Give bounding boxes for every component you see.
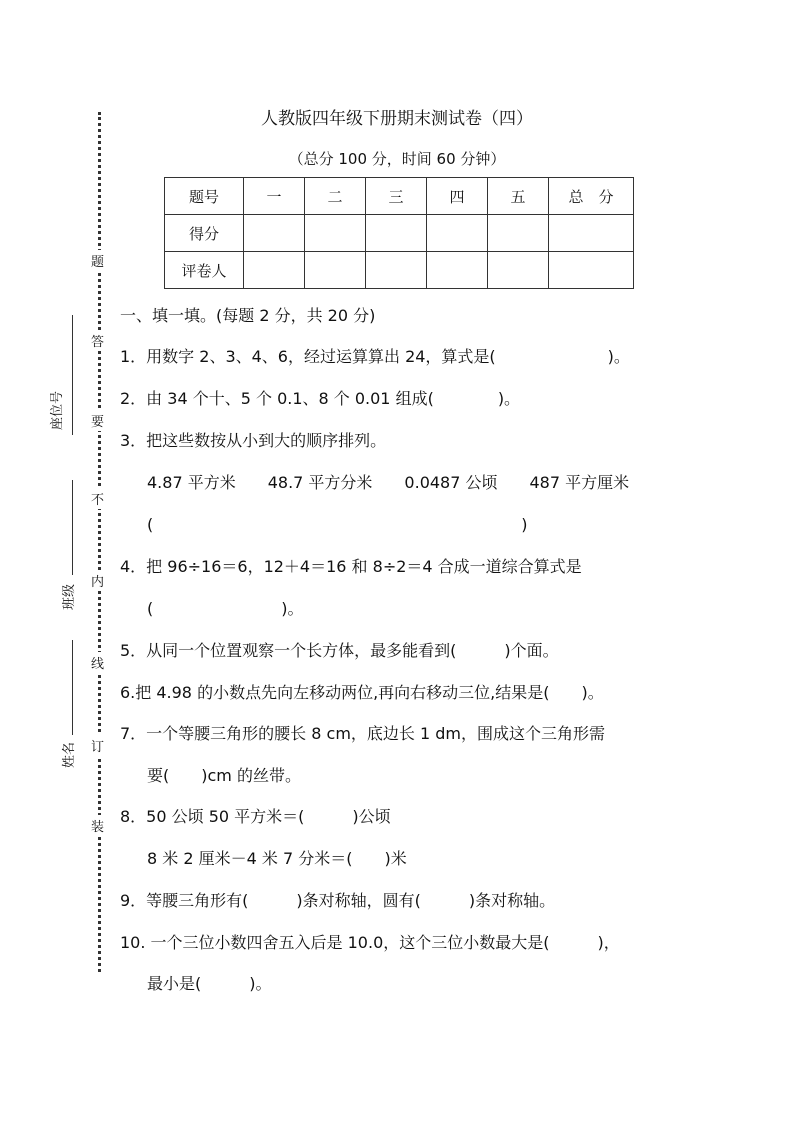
grader-cell[interactable] <box>427 252 488 289</box>
page-title: 人教版四年级下册期末测试卷（四） <box>261 109 533 129</box>
score-cell[interactable] <box>366 215 427 252</box>
question-6: 6.把 4.98 的小数点先向左移动两位,再向右移动三位,结果是( )。 <box>120 683 604 702</box>
question-3: 3．把这些数按从小到大的顺序排列。 <box>120 431 387 450</box>
name-line <box>72 640 73 735</box>
score-table <box>164 177 634 289</box>
column-header: 三 <box>366 178 427 215</box>
table-row <box>165 215 634 252</box>
score-cell[interactable] <box>488 215 549 252</box>
column-header: 一 <box>244 178 305 215</box>
binding-dotted-line <box>98 112 101 972</box>
table-row <box>165 178 634 215</box>
binding-char: 要 <box>91 410 104 431</box>
binding-char: 线 <box>91 652 104 673</box>
section-heading: 一、填一填。(每题 2 分，共 20 分) <box>120 306 376 325</box>
binding-char: 答 <box>91 330 104 351</box>
class-label: 班级 <box>62 583 77 610</box>
row-header: 评卷人 <box>165 252 244 289</box>
score-cell[interactable] <box>549 215 634 252</box>
question-8-cont: 8 米 2 厘米－4 米 7 分米＝( )米 <box>147 849 407 868</box>
question-3-items: 4.87 平方米 48.7 平方分米 0.0487 公顷 487 平方厘米 <box>147 473 630 492</box>
column-header: 二 <box>305 178 366 215</box>
score-cell[interactable] <box>305 215 366 252</box>
seat-number-line <box>72 315 73 435</box>
column-header: 五 <box>488 178 549 215</box>
question-7: 7．一个等腰三角形的腰长 8 cm，底边长 1 dm，围成这个三角形需 <box>120 724 606 743</box>
question-10-cont: 最小是( )。 <box>147 974 272 993</box>
grader-cell[interactable] <box>549 252 634 289</box>
binding-char: 不 <box>91 488 104 509</box>
row-header: 得分 <box>165 215 244 252</box>
table-row <box>165 252 634 289</box>
question-4-answer: ( )。 <box>147 599 304 618</box>
binding-char: 内 <box>91 570 104 591</box>
question-7-cont: 要( )cm 的丝带。 <box>147 766 301 785</box>
question-8: 8．50 公顷 50 平方米＝( )公顷 <box>120 807 391 826</box>
binding-char: 装 <box>91 815 104 836</box>
score-cell[interactable] <box>427 215 488 252</box>
question-9: 9．等腰三角形有( )条对称轴，圆有( )条对称轴。 <box>120 891 556 910</box>
row-header: 题号 <box>165 178 244 215</box>
question-1: 1．用数字 2、3、4、6，经过运算算出 24，算式是( )。 <box>120 347 630 366</box>
score-cell[interactable] <box>244 215 305 252</box>
question-5: 5．从同一个位置观察一个长方体，最多能看到( )个面。 <box>120 641 559 660</box>
column-header: 四 <box>427 178 488 215</box>
seat-number-label: 座位号 <box>50 390 65 430</box>
grader-cell[interactable] <box>366 252 427 289</box>
question-2: 2．由 34 个十、5 个 0.1、8 个 0.01 组成( )。 <box>120 389 521 408</box>
binding-char: 题 <box>91 250 104 271</box>
grader-cell[interactable] <box>244 252 305 289</box>
question-3-answer: ( ) <box>147 515 528 534</box>
column-header: 总 分 <box>549 178 634 215</box>
class-line <box>72 480 73 575</box>
page-subtitle: （总分 100 分，时间 60 分钟） <box>288 150 506 168</box>
question-10: 10. 一个三位小数四舍五入后是 10.0，这个三位小数最大是( )， <box>120 933 620 952</box>
grader-cell[interactable] <box>488 252 549 289</box>
name-label: 姓名 <box>62 741 77 768</box>
grader-cell[interactable] <box>305 252 366 289</box>
question-4: 4．把 96÷16＝6，12＋4＝16 和 8÷2＝4 合成一道综合算式是 <box>120 557 582 576</box>
binding-char: 订 <box>91 735 104 756</box>
